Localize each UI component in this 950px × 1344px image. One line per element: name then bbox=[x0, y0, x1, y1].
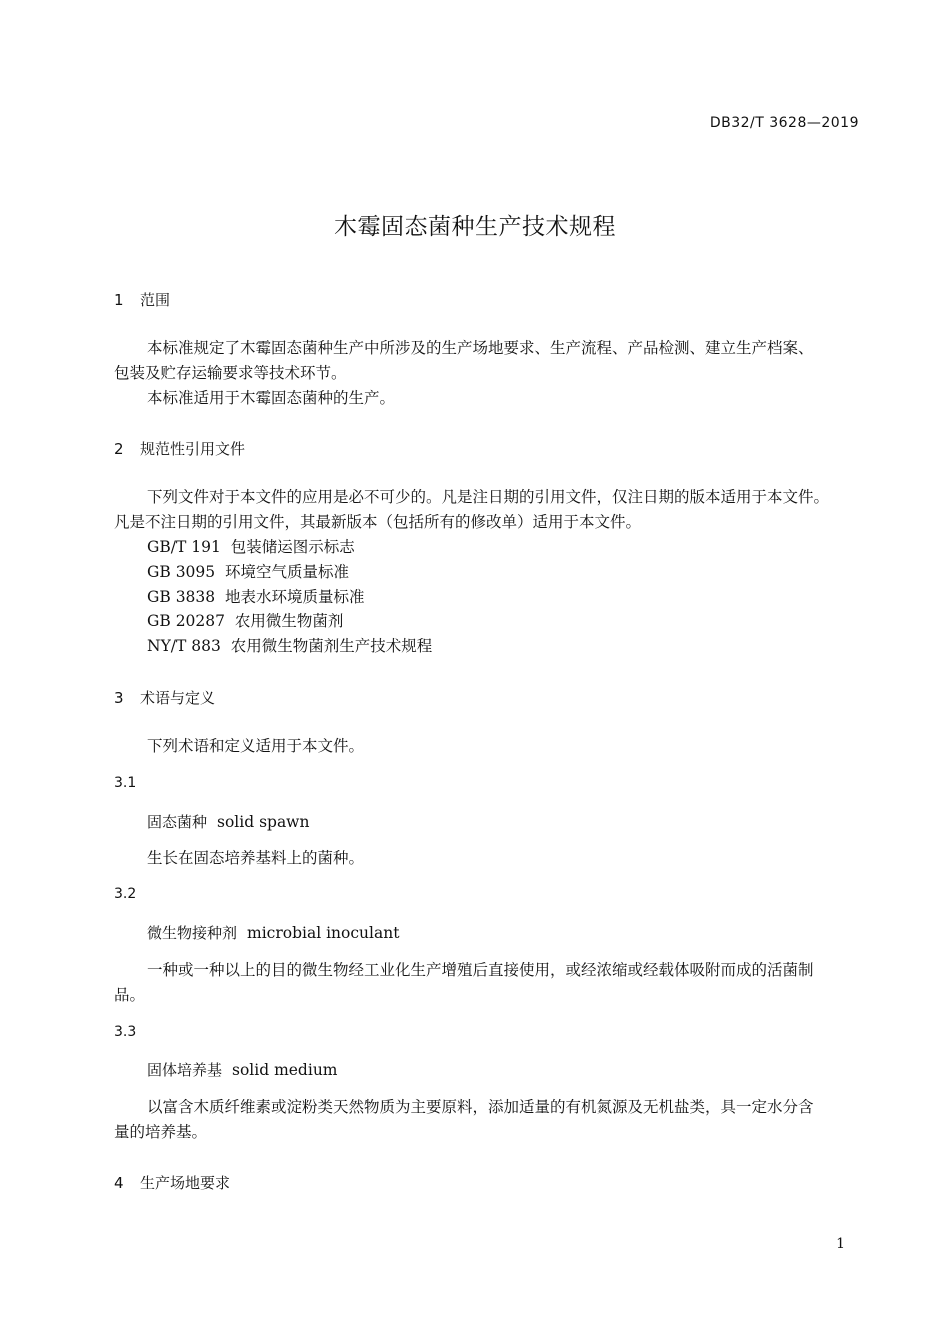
reference-item bbox=[147, 560, 349, 584]
term-definition-line: 一种或一种以上的目的微生物经工业化生产增殖后直接使用，或经浓缩或经载体吸附而成的活菌制 bbox=[147, 961, 814, 979]
term-heading bbox=[147, 811, 309, 832]
reference-name: 农用微生物菌剂 bbox=[234, 612, 344, 630]
reference-code: GB 20287 bbox=[147, 612, 226, 630]
reference-code: GB 3838 bbox=[147, 588, 216, 606]
section-title: 规范性引用文件 bbox=[140, 440, 246, 458]
section-2-paragraph-line: 下列文件对于本文件的应用是必不可少的。凡是注日期的引用文件，仅注日期的版本适用于本文件。 bbox=[147, 488, 830, 506]
term-number: 3.1 bbox=[114, 775, 137, 791]
term-english-name: microbial inoculant bbox=[247, 924, 400, 942]
term-heading bbox=[147, 922, 399, 943]
section-number: 1 bbox=[114, 291, 124, 309]
section-title: 范围 bbox=[140, 291, 171, 309]
term-number: 3.2 bbox=[114, 886, 137, 902]
section-2-heading bbox=[114, 438, 245, 459]
section-title: 生产场地要求 bbox=[140, 1174, 231, 1192]
section-1-heading bbox=[114, 289, 170, 310]
term-chinese-name: 固体培养基 bbox=[147, 1061, 223, 1079]
reference-item bbox=[147, 609, 343, 633]
reference-item bbox=[147, 634, 432, 658]
section-1-paragraph: 本标准适用于木霉固态菌种的生产。 bbox=[147, 389, 396, 407]
section-3-intro: 下列术语和定义适用于本文件。 bbox=[147, 737, 365, 755]
section-number: 3 bbox=[114, 689, 124, 707]
reference-item bbox=[147, 535, 355, 559]
reference-code: NY/T 883 bbox=[147, 637, 221, 655]
reference-name: 地表水环境质量标准 bbox=[225, 588, 365, 606]
term-number: 3.3 bbox=[114, 1024, 137, 1040]
term-definition-line: 生长在固态培养基料上的菌种。 bbox=[147, 849, 365, 867]
term-english-name: solid medium bbox=[232, 1061, 338, 1079]
term-definition-line: 量的培养基。 bbox=[114, 1123, 208, 1141]
section-1-paragraph-line: 包装及贮存运输要求等技术环节。 bbox=[114, 364, 347, 382]
term-english-name: solid spawn bbox=[217, 813, 310, 831]
term-chinese-name: 固态菌种 bbox=[147, 813, 208, 831]
section-number: 4 bbox=[114, 1174, 124, 1192]
term-heading bbox=[147, 1059, 338, 1080]
section-title: 术语与定义 bbox=[140, 689, 216, 707]
document-title: 木霉固态菌种生产技术规程 bbox=[334, 214, 616, 240]
section-number: 2 bbox=[114, 440, 124, 458]
section-2-paragraph-line: 凡是不注日期的引用文件，其最新版本（包括所有的修改单）适用于本文件。 bbox=[114, 513, 642, 531]
page-number: 1 bbox=[836, 1236, 845, 1252]
reference-code: GB 3095 bbox=[147, 563, 216, 581]
reference-name: 农用微生物菌剂生产技术规程 bbox=[230, 637, 433, 655]
reference-code: GB/T 191 bbox=[147, 538, 221, 556]
section-1-paragraph-line: 本标准规定了木霉固态菌种生产中所涉及的生产场地要求、生产流程、产品检测、建立生产档案、 bbox=[147, 339, 814, 357]
term-definition-line: 以富含木质纤维素或淀粉类天然物质为主要原料，添加适量的有机氮源及无机盐类，具一定水分含 bbox=[147, 1098, 814, 1116]
document-code: DB32/T 3628—2019 bbox=[709, 115, 859, 131]
reference-item bbox=[147, 585, 365, 609]
reference-name: 包装储运图示标志 bbox=[230, 538, 355, 556]
term-definition-line: 品。 bbox=[114, 986, 146, 1004]
section-3-heading bbox=[114, 687, 215, 708]
reference-name: 环境空气质量标准 bbox=[225, 563, 350, 581]
section-4-heading bbox=[114, 1172, 230, 1193]
term-chinese-name: 微生物接种剂 bbox=[147, 924, 238, 942]
